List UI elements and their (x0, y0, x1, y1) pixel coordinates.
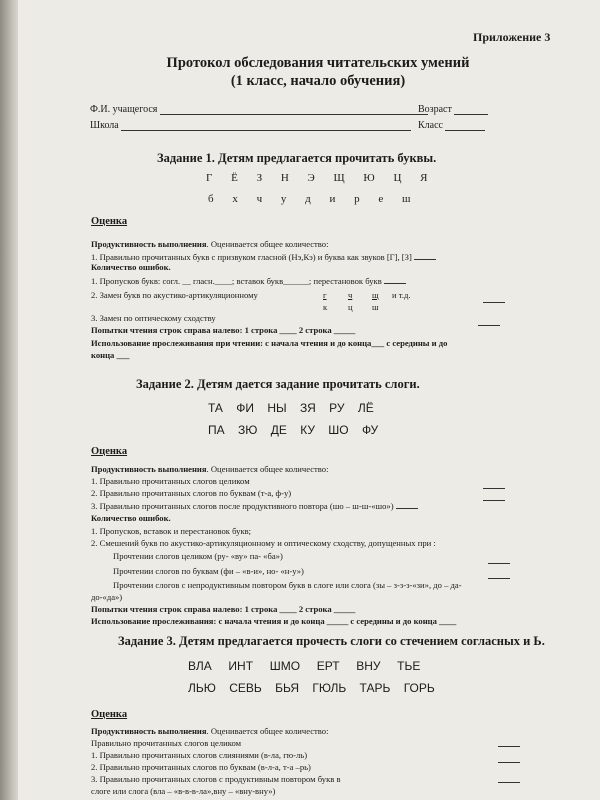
task2-sub1: Прочтении слогов целиком (ру- «ву» па- «ба») (113, 551, 283, 561)
syll: ВНУ (356, 659, 381, 673)
task2-title: Задание 2. Детям дается задание прочитать слоги. (136, 377, 420, 391)
page-title (128, 54, 508, 90)
syll: ШО (328, 423, 349, 437)
task1-err3: 3. Замен по оптическому сходству (91, 313, 216, 323)
syll: ТЬЕ (397, 659, 421, 673)
school-label: Школа (90, 120, 119, 131)
task2-err2: 2. Смешений букв по акустико-артикуляционному и оптическому сходству, допущенных при : (91, 538, 436, 548)
age-line (454, 104, 488, 115)
class-line (445, 120, 485, 131)
err3-blank (478, 313, 500, 331)
age-label: Возраст (418, 104, 452, 115)
task1-lower-letters: б х ч у д и р е ш (208, 193, 419, 205)
task1-attempts: Попытки чтения строк справа налево: 1 строка ____ 2 строка _____ (91, 325, 356, 335)
task1-title: Задание 1. Детям предлагается прочитать буквы. (157, 151, 437, 165)
syll: ЛЁ (357, 401, 374, 415)
class-field (418, 120, 485, 131)
syll: ТАРЬ (359, 681, 391, 695)
task1-err1: 1. Пропусков букв: согл. __ гласн.____; вставок букв______; перестановок букв (91, 275, 406, 287)
task1-item1: 1. Правильно прочитанных букв с призвуком гласной (Нэ,Кэ) и буква как звуков [Г], [З] (91, 251, 436, 263)
task2-item1: 1. Правильно прочитанных слогов целиком (91, 476, 250, 486)
task1-upper-letters: Г Ё З Н Э Щ Ю Ц Я (206, 172, 436, 184)
title-line-2: (1 класс, начало обучения) (230, 73, 406, 89)
pair-top-2: ч (348, 290, 353, 300)
student-label: Ф.И. учащегося (90, 104, 158, 115)
syll: БЬЯ (275, 681, 300, 695)
task2-tracking: Использование прослеживания: с начала чтения и до конца _____ с середины и до конца ____ (91, 616, 457, 626)
task2-item2: 2. Правильно прочитанных слогов по буквам (т-а, ф-у) (91, 488, 292, 498)
pair-bottom-1: к (323, 302, 328, 312)
task1-tracking-a: Использование прослеживания при чтении: с начала чтения и до конца___ с середины и до (91, 338, 448, 348)
syll: ЗЮ (237, 423, 258, 437)
task2-sub3b: до-«да») (91, 592, 123, 602)
syll: ФИ (236, 401, 255, 415)
task2-row1 (208, 401, 374, 415)
appendix-label: Приложение 3 (473, 30, 551, 44)
student-name-field (90, 104, 428, 115)
task2-item3: 3. Правильно прочитанных слогов после продуктивного повтора (шо – ш-ш-«шо») (91, 500, 418, 512)
syll: ИНТ (228, 659, 254, 673)
task3-line3: 2. Правильно прочитанных слогов по буквам (в-л-а, т-а –рь) (91, 762, 311, 772)
document-page (18, 0, 600, 800)
syll: ЗЯ (300, 401, 316, 415)
task2-sub2: Прочтении слогов по буквам (фи – «в-и», но- «н-у») (113, 566, 304, 576)
task1-errors-heading: Количество ошибок. (91, 262, 171, 272)
task3-productivity: Продуктивность выполнения. Оценивается общее количество: (91, 726, 329, 736)
syll: ФУ (361, 423, 379, 437)
school-field (90, 120, 411, 131)
pair-top-1: г (323, 290, 327, 300)
syll: КУ (300, 423, 315, 437)
syll: ПА (208, 423, 225, 437)
pair-top-4: и т.д. (392, 290, 411, 300)
task3-title: Задание 3. Детям предлагается прочесть слоги со стечением согласных и Ь. (118, 634, 545, 648)
task1-assessment-heading: Оценка (91, 216, 128, 227)
syll: ГОРЬ (403, 681, 435, 695)
task1-tracking-b: конца ___ (91, 350, 130, 360)
age-field (418, 104, 488, 115)
school-line (121, 120, 411, 131)
syll: ТА (208, 401, 223, 415)
syll: ЕРТ (316, 659, 340, 673)
syll: НЫ (267, 401, 287, 415)
syll: ВЛА (188, 659, 212, 673)
task3-line4: 3. Правильно прочитанных слогов с продуктивным повтором букв в (91, 774, 341, 784)
pair-top-3: щ (372, 290, 379, 300)
task3-line5: слоге или слога (вла – «в-в-в-ла»,вну – «вну-вну») (91, 786, 276, 796)
syll: СЕВЬ (229, 681, 262, 695)
task1-productivity: Продуктивность выполнения. Оценивается общее количество: (91, 239, 329, 249)
task2-errors-heading: Количество ошибок. (91, 513, 171, 523)
class-label: Класс (418, 120, 443, 131)
syll: РУ (329, 401, 345, 415)
task3-line2: 1. Правильно прочитанных слогов слияниями (в-ла, гю-ль) (91, 750, 308, 760)
syll: ДЕ (270, 423, 287, 437)
task3-row1 (188, 659, 420, 673)
task3-assessment-heading: Оценка (91, 709, 128, 720)
pair-bottom-2: ц (348, 302, 353, 312)
syll: ШМО (269, 659, 301, 673)
task2-attempts: Попытки чтения строк справа налево: 1 строка ____ 2 строка _____ (91, 604, 356, 614)
task2-assessment-heading: Оценка (91, 446, 128, 457)
task3-row2 (188, 681, 435, 695)
syll: ЛЬЮ (188, 681, 216, 695)
task2-sub3: Прочтении слогов с непродуктивным повтором букв в слоге или слога (зы – з-з-з-«зи», до – да- (113, 580, 462, 590)
pair-bottom-3: ш (372, 302, 379, 312)
task2-productivity: Продуктивность выполнения. Оценивается общее количество: (91, 464, 329, 474)
task3-line1: Правильно прочитанных слогов целиком (91, 738, 242, 748)
task2-err1: 1. Пропусков, вставок и перестановок букв; (91, 526, 252, 536)
student-line (160, 104, 428, 115)
err2-blank (483, 290, 505, 308)
task1-err2: 2. Замен букв по акустико-артикуляционному (91, 290, 258, 300)
title-line-1: Протокол обследования читательских умений (166, 55, 470, 71)
syll: ГЮЛЬ (312, 681, 347, 695)
task2-row2 (208, 423, 378, 437)
